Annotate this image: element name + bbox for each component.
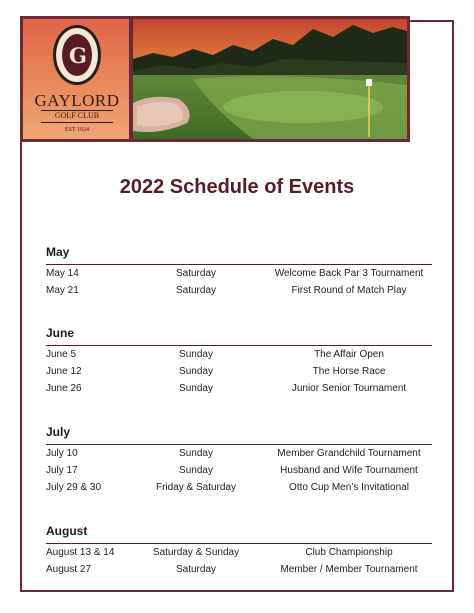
- header-banner: [20, 16, 410, 142]
- event-row: [46, 561, 432, 578]
- event-row: [46, 282, 432, 299]
- event-date: June 12: [46, 366, 82, 377]
- section-header: May: [46, 245, 432, 265]
- golf-course-photo: [133, 19, 407, 139]
- event-day: Sunday: [179, 366, 213, 377]
- event-date: July 29 & 30: [46, 482, 102, 493]
- event-name: Junior Senior Tournament: [291, 383, 407, 394]
- page-title: 2022 Schedule of Events: [119, 176, 355, 198]
- event-day: Sunday: [179, 448, 213, 459]
- event-day: Saturday & Sunday: [152, 547, 240, 558]
- event-row: [46, 346, 432, 363]
- event-date: June 5: [46, 349, 77, 360]
- club-logo: [23, 19, 131, 139]
- event-name: First Round of Match Play: [291, 285, 407, 296]
- event-row: [46, 445, 432, 462]
- section-header: July: [46, 425, 432, 445]
- event-date: May 21: [46, 285, 79, 296]
- event-name: Husband and Wife Tournament: [280, 465, 418, 476]
- logo-monogram: G: [69, 43, 87, 68]
- event-row: [46, 544, 432, 561]
- logo-subtitle: GOLF CLUB: [54, 111, 100, 120]
- event-day: Saturday: [175, 268, 217, 279]
- event-name: The Affair Open: [314, 349, 384, 360]
- logo-rule-bottom: [41, 122, 113, 123]
- event-date: August 27: [46, 564, 92, 575]
- section-header: August: [46, 524, 432, 544]
- event-name: Member / Member Tournament: [280, 564, 418, 575]
- event-day: Saturday: [175, 285, 217, 296]
- event-name: The Horse Race: [312, 366, 386, 377]
- event-day: Sunday: [179, 349, 213, 360]
- section-july: [46, 425, 432, 496]
- event-row: [46, 479, 432, 496]
- section-june: [46, 326, 432, 397]
- event-date: June 26: [46, 383, 82, 394]
- event-row: [46, 265, 432, 282]
- event-name: Member Grandchild Tournament: [277, 448, 421, 459]
- section-august: [46, 524, 432, 578]
- logo-established: EST 1924: [64, 127, 90, 133]
- event-date: July 17: [46, 465, 78, 476]
- event-name: Otto Cup Men’s Invitational: [289, 482, 409, 493]
- event-day: Friday & Saturday: [155, 482, 237, 493]
- event-row: [46, 462, 432, 479]
- event-day: Sunday: [179, 383, 213, 394]
- logo-name: GAYLORD: [34, 91, 120, 110]
- event-date: August 13 & 14: [46, 547, 115, 558]
- event-row: [46, 380, 432, 397]
- logo-seal: [53, 25, 101, 85]
- event-name: Club Championship: [305, 547, 393, 558]
- section-header: June: [46, 326, 432, 346]
- event-day: Sunday: [179, 465, 213, 476]
- event-row: [46, 363, 432, 380]
- section-may: [46, 245, 432, 299]
- event-date: May 14: [46, 268, 79, 279]
- event-day: Saturday: [175, 564, 217, 575]
- event-name: Welcome Back Par 3 Tournament: [274, 268, 424, 279]
- event-date: July 10: [46, 448, 78, 459]
